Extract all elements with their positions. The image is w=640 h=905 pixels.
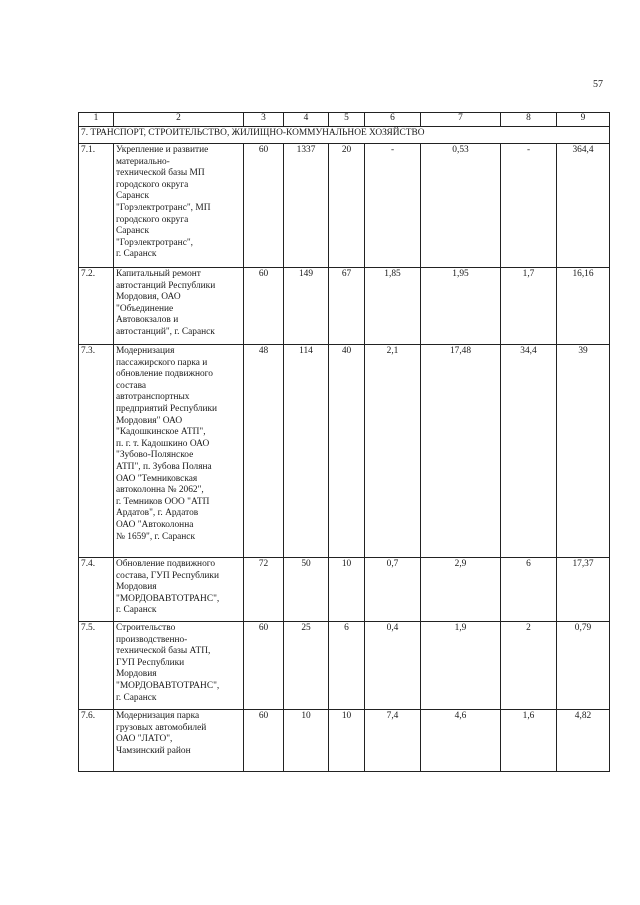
header-cell: 3 bbox=[244, 113, 284, 127]
row-name: Обновление подвижного состава, ГУП Республики Мордовия "МОРДОВАВТОТРАНС", г. Саранск bbox=[114, 558, 244, 622]
cell-value: 1,9 bbox=[421, 622, 501, 710]
cell-value: 1,85 bbox=[365, 268, 421, 345]
cell-value: 364,4 bbox=[557, 144, 610, 268]
table-row bbox=[79, 710, 610, 772]
page-number: 57 bbox=[593, 79, 603, 90]
cell-value: 72 bbox=[244, 558, 284, 622]
section-row bbox=[79, 127, 610, 144]
cell-value: 0,4 bbox=[365, 622, 421, 710]
row-number: 7.1. bbox=[79, 144, 114, 268]
cell-value: 10 bbox=[329, 710, 365, 772]
header-cell: 2 bbox=[114, 113, 244, 127]
header-cell: 4 bbox=[284, 113, 329, 127]
cell-value: 67 bbox=[329, 268, 365, 345]
row-number: 7.2. bbox=[79, 268, 114, 345]
table-row bbox=[79, 268, 610, 345]
table-row bbox=[79, 345, 610, 558]
cell-value: 20 bbox=[329, 144, 365, 268]
cell-value: 1,7 bbox=[501, 268, 557, 345]
cell-value: 4,82 bbox=[557, 710, 610, 772]
cell-value: 25 bbox=[284, 622, 329, 710]
header-cell: 1 bbox=[79, 113, 114, 127]
header-cell: 6 bbox=[365, 113, 421, 127]
row-number: 7.4. bbox=[79, 558, 114, 622]
cell-value: 60 bbox=[244, 144, 284, 268]
cell-value: 114 bbox=[284, 345, 329, 558]
cell-value: 0,53 bbox=[421, 144, 501, 268]
header-cell: 8 bbox=[501, 113, 557, 127]
row-number: 7.5. bbox=[79, 622, 114, 710]
cell-value: 2,1 bbox=[365, 345, 421, 558]
cell-value: 1337 bbox=[284, 144, 329, 268]
row-name: Укрепление и развитие материально- технической базы МП городского округа Саранск "Горэлектротранс", МП городского округа Саранск "Горэлектротранс", г. Саранск bbox=[114, 144, 244, 268]
cell-value: 60 bbox=[244, 622, 284, 710]
row-number: 7.6. bbox=[79, 710, 114, 772]
cell-value: 17,48 bbox=[421, 345, 501, 558]
row-number: 7.3. bbox=[79, 345, 114, 558]
cell-value: 34,4 bbox=[501, 345, 557, 558]
row-name: Строительство производственно- технической базы АТП, ГУП Республики Мордовия "МОРДОВАВТОТРАНС", г. Саранск bbox=[114, 622, 244, 710]
cell-value: 7,4 bbox=[365, 710, 421, 772]
header-row bbox=[79, 113, 610, 127]
header-cell: 5 bbox=[329, 113, 365, 127]
cell-value: 17,37 bbox=[557, 558, 610, 622]
cell-value: 10 bbox=[329, 558, 365, 622]
cell-value: 40 bbox=[329, 345, 365, 558]
cell-value: 4,6 bbox=[421, 710, 501, 772]
cell-value: 16,16 bbox=[557, 268, 610, 345]
cell-value: 149 bbox=[284, 268, 329, 345]
row-name: Модернизация пассажирского парка и обновление подвижного состава автотранспортных предприятий Республики Мордовия" ОАО "Кадошкинское АТП", п. г. т. Кадошкино ОАО "Зубово-Полянское АТП", п. Зубова Поляна ОАО "Темниковская автоколонна № 2062", г. Темников ООО "АТП Ардатов", г. Ардатов ОАО "Автоколонна № 1659", г. Саранск bbox=[114, 345, 244, 558]
cell-value: - bbox=[365, 144, 421, 268]
cell-value: 48 bbox=[244, 345, 284, 558]
table-row bbox=[79, 144, 610, 268]
header-cell: 9 bbox=[557, 113, 610, 127]
cell-value: 60 bbox=[244, 710, 284, 772]
data-table bbox=[78, 112, 610, 772]
cell-value: 6 bbox=[329, 622, 365, 710]
cell-value: 0,79 bbox=[557, 622, 610, 710]
cell-value: 0,7 bbox=[365, 558, 421, 622]
cell-value: 1,95 bbox=[421, 268, 501, 345]
cell-value: 1,6 bbox=[501, 710, 557, 772]
cell-value: 2 bbox=[501, 622, 557, 710]
row-name: Капитальный ремонт автостанций Республики Мордовия, ОАО "Объединение Автовокзалов и автостанций", г. Саранск bbox=[114, 268, 244, 345]
section-title: 7. ТРАНСПОРТ, СТРОИТЕЛЬСТВО, ЖИЛИЩНО-КОММУНАЛЬНОЕ ХОЗЯЙСТВО bbox=[79, 127, 610, 144]
table-row bbox=[79, 558, 610, 622]
row-name: Модернизация парка грузовых автомобилей ОАО "ЛАТО", Чамзинский район bbox=[114, 710, 244, 772]
cell-value: 60 bbox=[244, 268, 284, 345]
cell-value: 50 bbox=[284, 558, 329, 622]
cell-value: 2,9 bbox=[421, 558, 501, 622]
cell-value: 10 bbox=[284, 710, 329, 772]
cell-value: 6 bbox=[501, 558, 557, 622]
header-cell: 7 bbox=[421, 113, 501, 127]
cell-value: - bbox=[501, 144, 557, 268]
cell-value: 39 bbox=[557, 345, 610, 558]
table-row bbox=[79, 622, 610, 710]
